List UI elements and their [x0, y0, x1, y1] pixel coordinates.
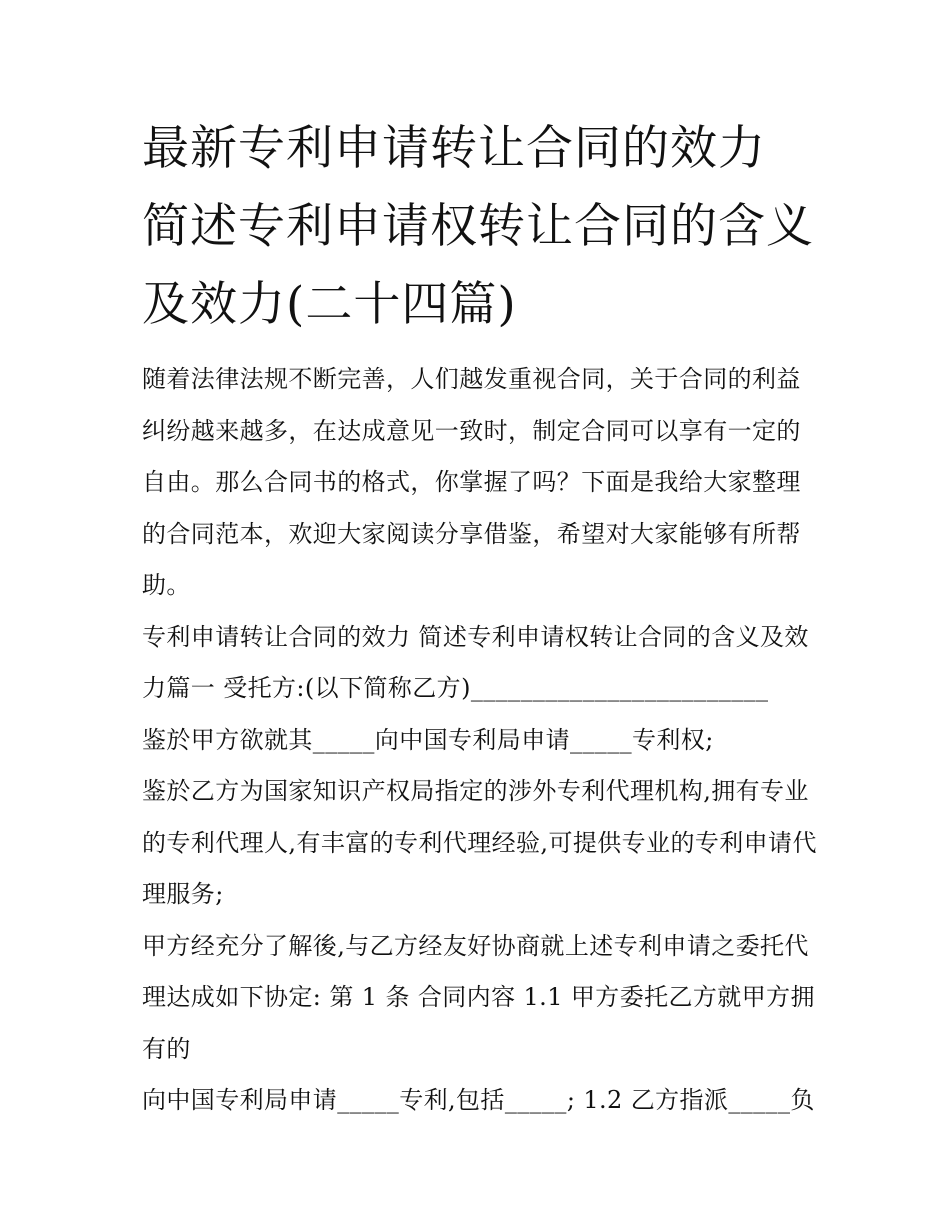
- whereas-party-a-paragraph: 鉴於甲方欲就其_____向中国专利局申请_____专利权;: [142, 725, 714, 754]
- document-title: 最新专利申请转让合同的效力 简述专利申请权转让合同的含义及效力(二十四篇): [142, 121, 814, 332]
- section-heading-paragraph: 专利申请转让合同的效力 简述专利申请权转让合同的含义及效力篇一 受托方:(以下简称乙方)________________________: [142, 622, 809, 702]
- document-page: [142, 110, 818, 1127]
- clause-paragraph: 向中国专利局申请_____专利,包括_____; 1.2 乙方指派_____负: [142, 1086, 815, 1114]
- intro-paragraph: 随着法律法规不断完善，人们越发重视合同，关于合同的利益纠纷越来越多，在达成意见一致时，制定合同可以享有一定的自由。那么合同书的格式，你掌握了吗？下面是我给大家整理的合同范本，欢迎大家阅读分享借鉴，希望对大家能够有所帮助。: [142, 365, 801, 599]
- agreement-paragraph: 甲方经充分了解後,与乙方经友好协商就上述专利申请之委托代理达成如下协定: 第 1 条 合同内容 1.1 甲方委托乙方就甲方拥有的: [142, 931, 815, 1063]
- whereas-party-b-paragraph: 鉴於乙方为国家知识产权局指定的涉外专利代理机构,拥有专业的专利代理人,有丰富的专利代理经验,可提供专业的专利申请代理服务;: [142, 777, 817, 908]
